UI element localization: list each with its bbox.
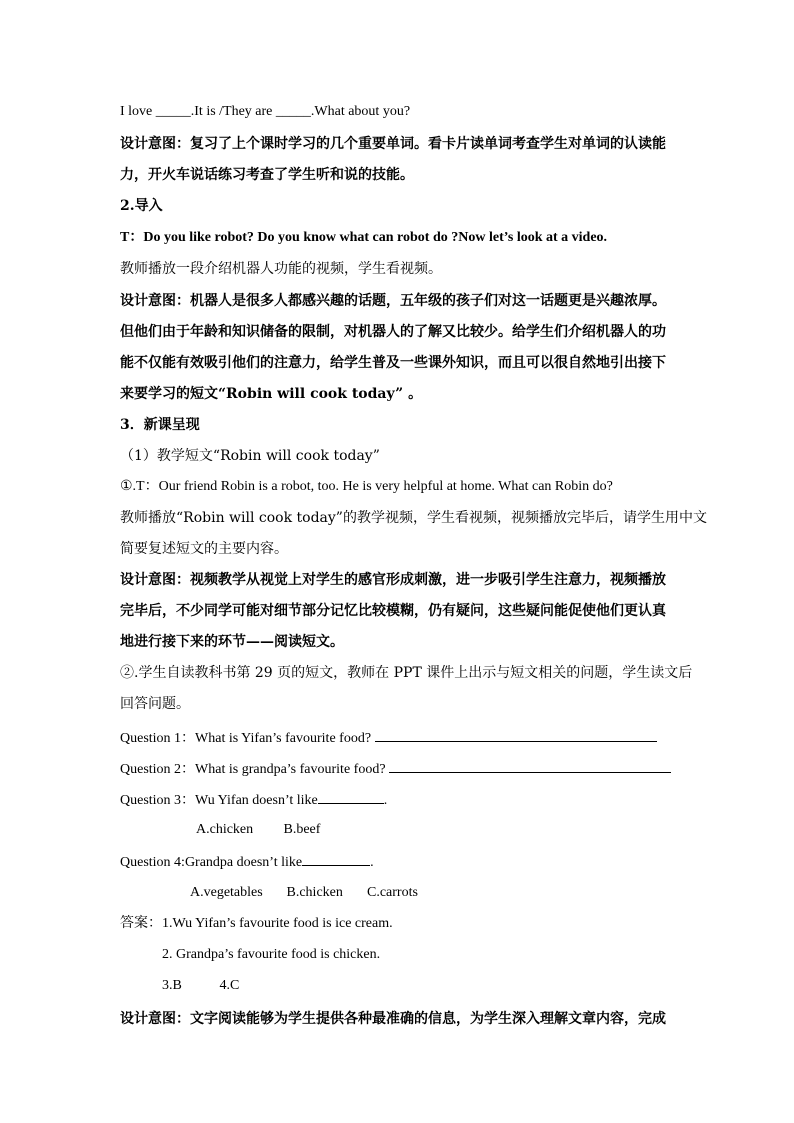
design-intent-3-line-2: 完毕后，不少同学可能对细节部分记忆比较模糊，仍有疑问，这些疑问能促使他们更认真 [120, 603, 666, 619]
design-intent-4-line-1: 设计意图：文字阅读能够为学生提供各种最准确的信息，为学生深入理解文章内容，完成 [120, 1011, 666, 1027]
question-3-answer-blank [318, 789, 384, 804]
question-4-option-b: B.chicken [286, 885, 343, 900]
subsection-heading-short-text: （1）教学短文“Robin will cook today” [120, 448, 380, 464]
question-1 [120, 727, 680, 749]
text-line-robin-intro: ①.T：Our friend Robin is a robot, too. He is very helpful at home. What can Robin do? [120, 479, 613, 494]
question-3 [120, 789, 680, 811]
answer-line-1: 答案：1.Wu Yifan’s favourite food is ice cream. [120, 916, 393, 931]
design-intent-2-line-1: 设计意图：机器人是很多人都感兴趣的话题，五年级的孩子们对这一话题更是兴趣浓厚。 [120, 293, 666, 309]
teacher-question-line: T：Do you like robot? Do you know what can robot do ?Now let’s look at a video. [120, 230, 608, 245]
text-line-video-play-1: 教师播放“Robin will cook today”的教学视频，学生看视频，视频播放完毕后，请学生用中文 [120, 510, 707, 526]
question-1-answer-blank [375, 727, 657, 742]
answer-4: 4.C [219, 978, 240, 993]
question-3-option-b: B.beef [283, 822, 321, 837]
question-3-text: Question 3：Wu Yifan doesn’t like [120, 793, 318, 808]
design-intent-2-line-2: 但他们由于年龄和知识储备的限制，对机器人的了解又比较少。给学生们介绍机器人的功 [120, 324, 666, 340]
design-intent-1-line-2: 力，开火车说话练习考查了学生听和说的技能。 [120, 167, 414, 183]
question-4 [120, 851, 680, 873]
question-1-text: Question 1：What is Yifan’s favourite food? [120, 731, 372, 746]
section-heading-lead-in: 2.导入 [120, 198, 163, 214]
design-intent-2-line-4: 来要学习的短文“Robin will cook today” 。 [120, 386, 423, 402]
question-2 [120, 758, 680, 780]
design-intent-3-line-1: 设计意图：视频教学从视觉上对学生的感官形成刺激，进一步吸引学生注意力，视频播放 [120, 572, 666, 588]
text-line-video: 教师播放一段介绍机器人功能的视频，学生看视频。 [120, 261, 442, 277]
question-3-options [196, 820, 756, 840]
answer-line-2: 2. Grandpa’s favourite food is chicken. [162, 947, 381, 962]
design-intent-3-line-3: 地进行接下来的环节——阅读短文。 [120, 634, 344, 650]
text-line-self-reading-2: 回答问题。 [120, 696, 190, 712]
question-4-options [190, 883, 750, 903]
question-3-end: . [383, 793, 388, 808]
question-2-text: Question 2：What is grandpa’s favourite food? [120, 762, 386, 777]
design-intent-2-line-3: 能不仅能有效吸引他们的注意力，给学生普及一些课外知识，而且可以很自然地引出接下 [120, 355, 666, 371]
text-line-review-sentence: I love _____.It is /They are _____.What about you? [120, 104, 411, 119]
text-line-video-play-2: 简要复述短文的主要内容。 [120, 541, 288, 557]
question-4-option-c: C.carrots [367, 885, 418, 900]
text-line-self-reading-1: ②.学生自读教科书第 29 页的短文，教师在 PPT 课件上出示与短文相关的问题，学生读文后 [120, 665, 693, 681]
design-intent-1-line-1: 设计意图：复习了上个课时学习的几个重要单词。看卡片读单词考查学生对单词的认读能 [120, 136, 666, 152]
question-4-end: . [370, 855, 374, 870]
answer-line-3 [162, 976, 722, 996]
question-2-answer-blank [389, 758, 671, 773]
section-heading-new-lesson: 3．新课呈现 [120, 417, 200, 433]
question-4-option-a: A.vegetables [190, 885, 263, 900]
question-4-answer-blank [302, 851, 370, 866]
question-4-text: Question 4:Grandpa doesn’t like [120, 855, 303, 870]
answer-3: 3.B [162, 978, 182, 993]
question-3-option-a: A.chicken [196, 822, 254, 837]
